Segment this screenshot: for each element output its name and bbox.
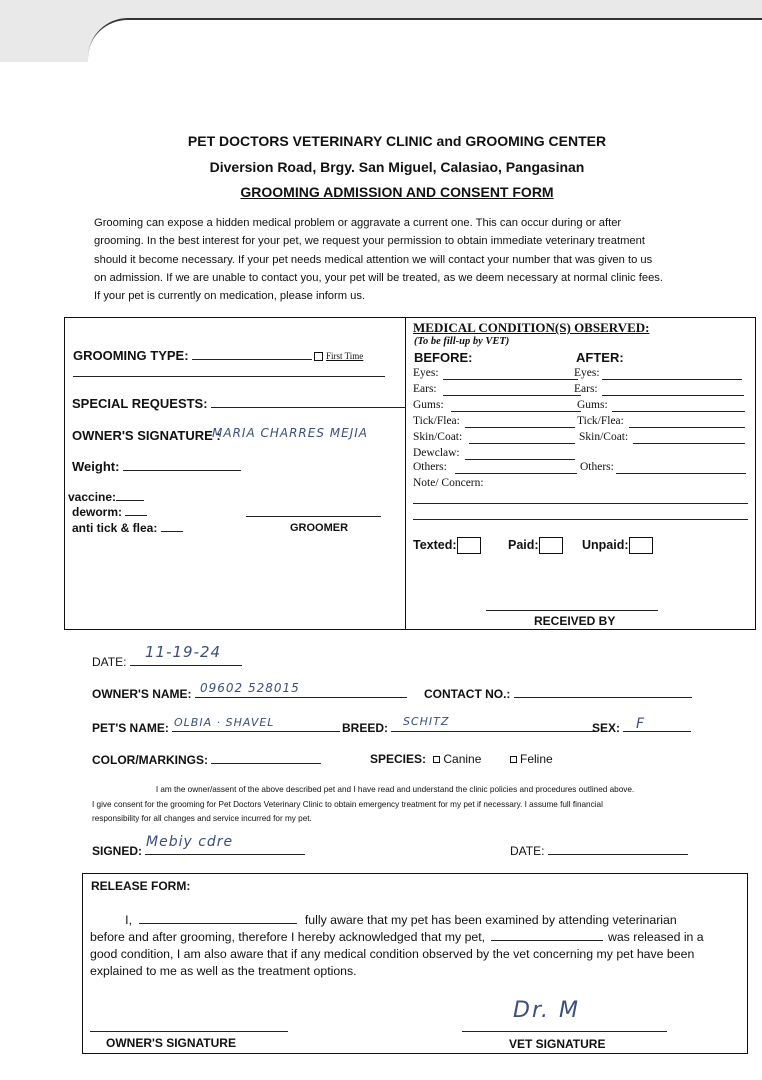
clinic-address: Diversion Road, Brgy. San Miguel, Calasiao, Pangasinan [209,159,585,175]
feline-label: Feline [520,752,553,766]
consent-line-3: responsibility for all changes and service incurred for my pet. [92,814,312,823]
before-label: BEFORE: [414,350,473,365]
before-dewclaw-field[interactable] [465,459,575,460]
consent-line-2: I give consent for the grooming for Pet Doctors Veterinary Clinic to obtain emergency treatment for my pet if necessary. I assume full financial [92,800,603,809]
release-name-field[interactable] [139,912,297,924]
owner-name-label: OWNER'S NAME: [92,687,192,701]
texted-label: Texted: [413,537,457,552]
after-gums-label: Gums: [577,399,608,411]
before-tick-field[interactable] [465,427,575,428]
vet-signature-value[interactable]: Dr. M [513,998,580,1023]
paid-label: Paid: [508,537,539,552]
intro-line: grooming. In the best interest for your pet, we request your permission to obtain immediate veterinary treatment [94,235,645,248]
before-dewclaw-label: Dewclaw: [413,447,460,459]
vaccine-label: vaccine: [68,490,117,504]
color-field[interactable] [211,752,321,764]
owner-signature-label: OWNER'S SIGNATURE : [72,428,221,443]
release-text-4: explained to me as well as the treatment options. [90,964,357,978]
intro-line: Grooming can expose a hidden medical problem or aggravate a current one. This can occur during or after [94,217,622,229]
release-text-2a: before and after grooming, therefore I hereby acknowledged that my pet, [90,930,486,944]
date-value[interactable]: 11-19-24 [145,643,222,661]
feline-checkbox[interactable] [510,756,517,763]
canine-label: Canine [443,752,482,766]
form-title: GROOMING ADMISSION AND CONSENT FORM [240,184,554,200]
signed-date-field[interactable] [548,843,688,855]
release-text-2b: was released in a [607,930,704,944]
clinic-name: PET DOCTORS VETERINARY CLINIC and GROOMING CENTER [187,133,607,149]
before-eyes-label: Eyes: [413,367,439,379]
first-time-checkbox[interactable] [314,352,323,361]
canine-checkbox[interactable] [433,756,440,763]
owner-signature-footer-label: OWNER'S SIGNATURE [106,1036,236,1050]
medical-title: MEDICAL CONDITION(S) OBSERVED: [413,320,650,335]
contact-label: CONTACT NO.: [424,687,511,701]
color-label: COLOR/MARKINGS: [92,753,208,767]
intro-line: on admission. If we are unable to contact you, your pet will be treated, as we deem necessary at normal clinic fees. [94,271,663,284]
before-others-field[interactable] [455,473,577,474]
weight-label: Weight: [72,459,120,474]
vet-signature-line[interactable] [462,1031,667,1032]
contact-field[interactable] [514,686,692,698]
pet-name-label: PET'S NAME: [92,721,169,735]
release-pet-field[interactable] [491,929,603,941]
sex-value[interactable]: F [636,716,646,732]
breed-label: BREED: [342,721,389,735]
release-i-label: I, [125,913,132,927]
sex-field[interactable] [623,720,691,732]
grooming-type-label: GROOMING TYPE: [73,348,189,363]
before-gums-field[interactable] [451,411,581,412]
release-text-3: good condition, I am also aware that if any medical condition observed by the vet concerning my pet have been [90,947,695,961]
intro-line: If your pet is currently on medication, please inform us. [94,290,366,303]
note-line-1[interactable] [413,503,748,504]
grooming-type-field[interactable] [192,359,312,360]
signed-value[interactable]: Mebiy cdre [146,834,234,850]
after-skin-field[interactable] [633,443,745,444]
signed-date-label: DATE: [510,844,545,858]
anti-tick-label: anti tick & flea: [72,521,158,535]
received-by-line[interactable] [486,610,658,611]
vaccine-field[interactable] [116,500,144,501]
after-label: AFTER: [576,350,624,365]
before-skin-label: Skin/Coat: [413,431,463,443]
received-by-label: RECEIVED BY [534,614,616,628]
special-requests-label: SPECIAL REQUESTS: [72,396,208,411]
after-tick-field[interactable] [629,427,745,428]
medical-subtitle: (To be fill-up by VET) [414,336,510,347]
before-ears-field[interactable] [443,395,581,396]
note-line-2[interactable] [413,519,748,520]
owner-name-value[interactable]: 09602 528015 [200,681,300,695]
deworm-field[interactable] [125,515,147,516]
texted-checkbox[interactable] [457,537,481,554]
after-others-label: Others: [580,461,614,473]
before-eyes-field[interactable] [443,379,578,380]
release-paragraph [90,912,742,980]
species-label: SPECIES: [370,752,427,766]
note-concern-label: Note/ Concern: [413,477,484,489]
intro-line: should it become necessary. If your pet needs medical attention we will contact your number that was given to us [94,253,653,266]
after-ears-field[interactable] [602,395,744,396]
intro-paragraph [94,214,704,305]
after-gums-field[interactable] [612,411,745,412]
after-eyes-field[interactable] [602,379,742,380]
anti-tick-field[interactable] [161,531,183,532]
before-others-label: Others: [413,461,447,473]
release-title: RELEASE FORM: [91,879,191,893]
before-ears-label: Ears: [413,383,437,395]
after-others-field[interactable] [616,473,746,474]
after-eyes-label: Eyes: [574,367,600,379]
after-ears-label: Ears: [574,383,598,395]
deworm-label: deworm: [72,505,123,519]
groomer-signature-line[interactable] [246,516,381,517]
date-label: DATE: [92,655,127,669]
owner-signature-value[interactable]: MARIA CHARRES MEJIA [212,426,368,440]
after-tick-label: Tick/Flea: [577,415,624,427]
consent-line-1: I am the owner/assent of the above described pet and I have read and understand the clinic policies and procedures outlined above. [155,785,635,794]
breed-value[interactable]: SCHITZ [403,715,450,728]
grooming-type-line-2[interactable] [73,376,385,377]
weight-field[interactable] [123,470,241,471]
first-time-label: First Time [326,351,364,361]
signed-label: SIGNED: [92,844,143,858]
owner-signature-line[interactable] [90,1031,288,1032]
table-divider [405,318,406,629]
unpaid-checkbox[interactable] [629,537,653,554]
paper-fold [88,18,762,64]
unpaid-label: Unpaid: [582,537,629,552]
before-skin-field[interactable] [469,443,575,444]
paid-checkbox[interactable] [539,537,563,554]
release-text-1: fully aware that my pet has been examined by attending veterinarian [304,913,677,927]
special-requests-field[interactable] [211,407,406,408]
after-skin-label: Skin/Coat: [579,431,629,443]
before-tick-label: Tick/Flea: [413,415,460,427]
pet-name-value[interactable]: OLBIA · SHAVEL [174,716,275,729]
vet-signature-label: VET SIGNATURE [509,1037,606,1051]
before-gums-label: Gums: [413,399,444,411]
groomer-label: GROOMER [290,522,349,534]
sex-label: SEX: [592,721,621,735]
